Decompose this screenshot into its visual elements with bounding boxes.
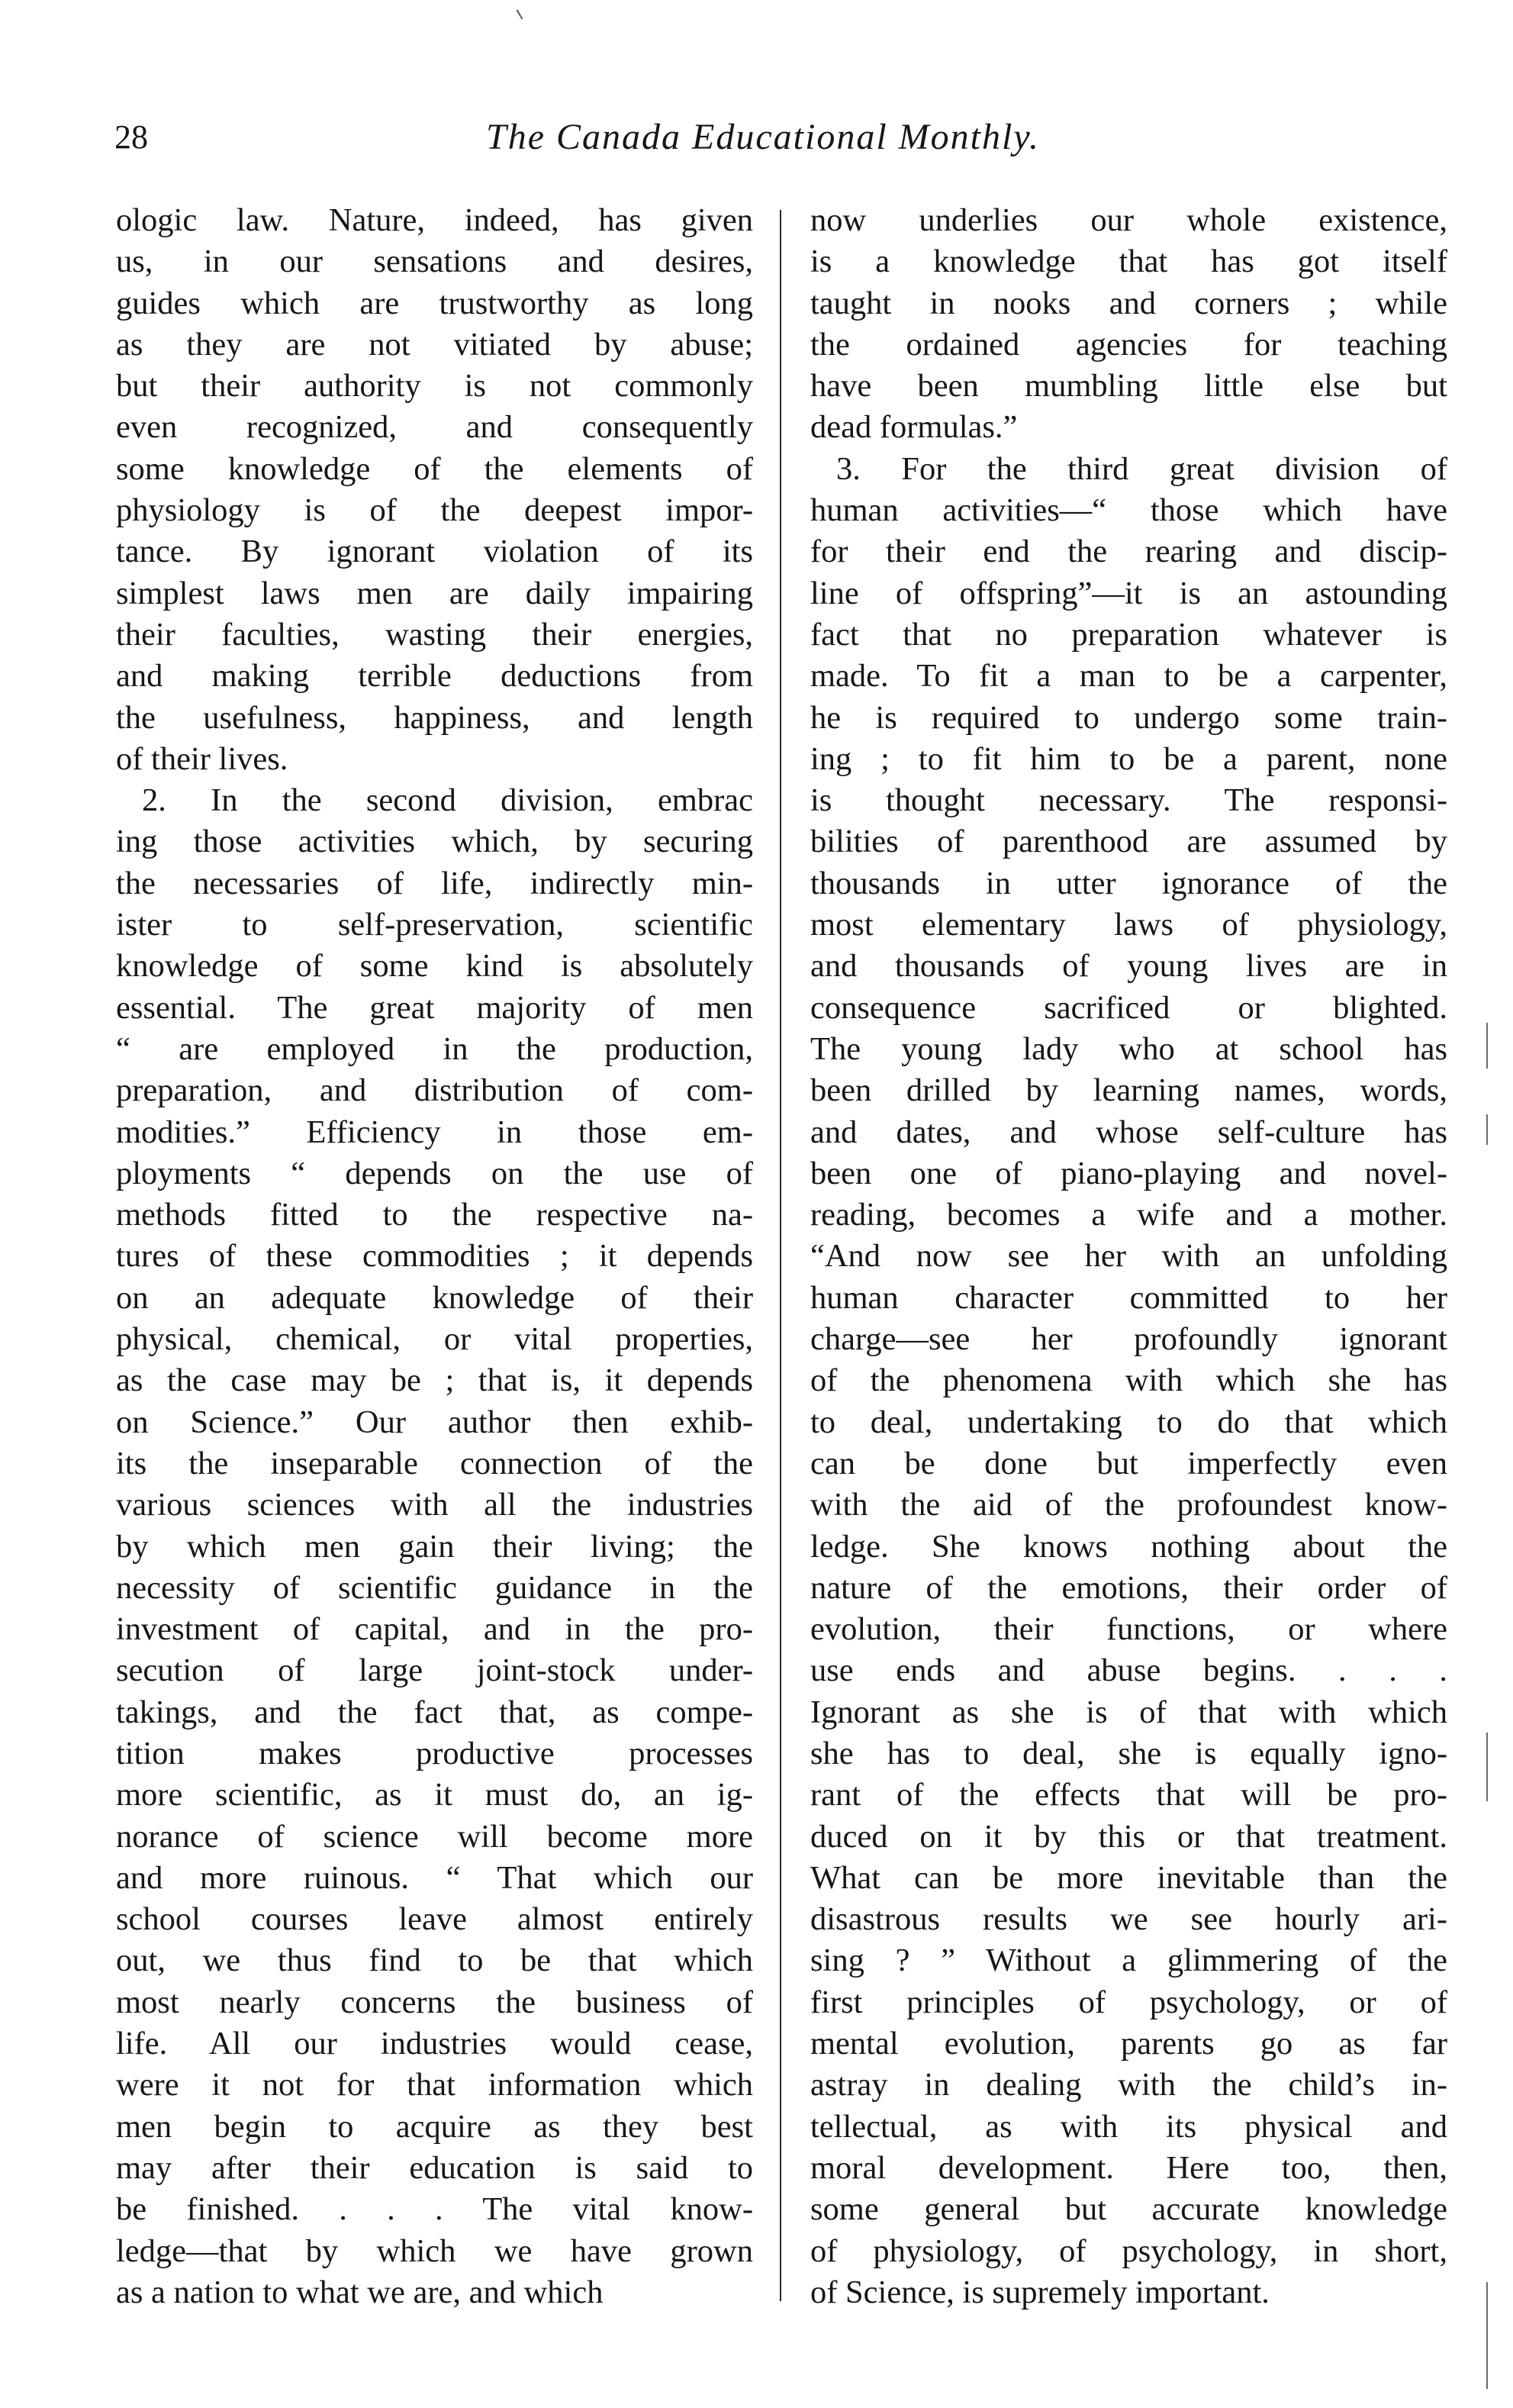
text-line: the ordained agencies for teaching bbox=[810, 326, 1447, 363]
text-line: of their lives. bbox=[116, 740, 288, 777]
text-line: and making terrible deductions from bbox=[116, 658, 753, 695]
text-line: school courses leave almost entirely bbox=[116, 1901, 753, 1938]
text-line: use ends and abuse begins. . . . bbox=[810, 1652, 1447, 1689]
text-line: various sciences with all the industries bbox=[116, 1487, 753, 1523]
text-line: tellectual, as with its physical and bbox=[810, 2108, 1447, 2145]
text-line: more scientific, as it must do, an ig- bbox=[116, 1777, 753, 1813]
text-line: the necessaries of life, indirectly min- bbox=[116, 865, 753, 901]
text-line: bilities of parenthood are assumed by bbox=[810, 824, 1447, 860]
text-line: and thousands of young lives are in bbox=[810, 948, 1447, 985]
text-line: ologic law. Nature, indeed, has given bbox=[116, 202, 753, 238]
text-line: may after their education is said to bbox=[116, 2149, 753, 2186]
text-line: of Science, is supremely important. bbox=[810, 2274, 1270, 2310]
text-line: simplest laws men are daily impairing bbox=[116, 575, 753, 611]
text-line: dead formulas.” bbox=[810, 409, 1018, 446]
text-line: physical, chemical, or vital properties, bbox=[116, 1321, 753, 1358]
text-line: tance. By ignorant violation of its bbox=[116, 533, 753, 570]
text-line: she has to deal, she is equally igno- bbox=[810, 1735, 1447, 1771]
text-line: can be done but imperfectly even bbox=[810, 1445, 1447, 1481]
journal-title: The Canada Educational Monthly. bbox=[486, 117, 1040, 157]
text-line: on Science.” Our author then exhib- bbox=[116, 1404, 753, 1440]
text-line: to deal, undertaking to do that which bbox=[810, 1404, 1447, 1440]
text-line: charge—see her profoundly ignorant bbox=[810, 1321, 1447, 1358]
text-line: its the inseparable connection of the bbox=[116, 1445, 753, 1481]
text-line: human character committed to her bbox=[810, 1279, 1447, 1316]
text-line: preparation, and distribution of com- bbox=[116, 1072, 753, 1109]
text-line: investment of capital, and in the pro- bbox=[116, 1611, 753, 1648]
text-line: most nearly concerns the business of bbox=[116, 1984, 753, 2020]
text-line: secution of large joint-stock under- bbox=[116, 1652, 753, 1689]
text-line: but their authority is not commonly bbox=[116, 368, 753, 405]
text-line: taught in nooks and corners ; while bbox=[810, 285, 1447, 321]
text-line: first principles of psychology, or of bbox=[810, 1984, 1447, 2020]
text-line: and dates, and whose self-culture has bbox=[810, 1114, 1447, 1150]
margin-scan-mark bbox=[1486, 2282, 1488, 2389]
margin-scan-mark bbox=[1486, 1733, 1488, 1801]
margin-scan-mark bbox=[1486, 1023, 1488, 1069]
text-line: as they are not vitiated by abuse; bbox=[116, 326, 753, 363]
text-line: be finished. . . . The vital know- bbox=[116, 2191, 753, 2228]
text-line: methods fitted to the respective na- bbox=[116, 1197, 753, 1233]
page-number: 28 bbox=[114, 118, 148, 156]
text-line: by which men gain their living; the bbox=[116, 1528, 753, 1565]
text-line: tition makes productive processes bbox=[116, 1735, 753, 1771]
text-line: reading, becomes a wife and a mother. bbox=[810, 1197, 1447, 1233]
text-line: takings, and the fact that, as compe- bbox=[116, 1694, 753, 1730]
running-header bbox=[114, 114, 1419, 168]
text-line: nature of the emotions, their order of bbox=[810, 1569, 1447, 1606]
text-line: rant of the effects that will be pro- bbox=[810, 1777, 1447, 1813]
text-line: knowledge of some kind is absolutely bbox=[116, 948, 753, 985]
text-line: 2. In the second division, embrac bbox=[142, 782, 753, 819]
text-line: men begin to acquire as they best bbox=[116, 2108, 753, 2145]
text-line: mental evolution, parents go as far bbox=[810, 2026, 1447, 2062]
margin-scan-mark bbox=[1486, 1114, 1488, 1145]
text-line: and more ruinous. “ That which our bbox=[116, 1859, 753, 1896]
text-line: life. All our industries would cease, bbox=[116, 2026, 753, 2062]
text-line: us, in our sensations and desires, bbox=[116, 243, 753, 280]
text-line: been drilled by learning names, words, bbox=[810, 1072, 1447, 1109]
text-line: for their end the rearing and discip- bbox=[810, 533, 1447, 570]
text-line: fact that no preparation whatever is bbox=[810, 616, 1447, 653]
text-line: ing those activities which, by securing bbox=[116, 824, 753, 860]
text-line: tures of these commodities ; it depends bbox=[116, 1238, 753, 1275]
text-line: ployments “ depends on the use of bbox=[116, 1155, 753, 1191]
right-column bbox=[810, 200, 1447, 2313]
text-line: “And now see her with an unfolding bbox=[810, 1238, 1447, 1275]
text-line: ing ; to fit him to be a parent, none bbox=[810, 740, 1447, 777]
text-line: consequence sacrificed or blighted. bbox=[810, 989, 1447, 1026]
text-line: ledge—that by which we have grown bbox=[116, 2232, 753, 2269]
text-line: essential. The great majority of men bbox=[116, 989, 753, 1026]
text-line: their faculties, wasting their energies, bbox=[116, 616, 753, 653]
text-line: 3. For the third great division of bbox=[836, 450, 1447, 487]
text-line: on an adequate knowledge of their bbox=[116, 1279, 753, 1316]
text-line: of the phenomena with which she has bbox=[810, 1362, 1447, 1399]
text-line: Ignorant as she is of that with which bbox=[810, 1694, 1447, 1730]
left-column bbox=[116, 200, 753, 2313]
text-line: “ are employed in the production, bbox=[116, 1030, 753, 1067]
text-line: ister to self-preservation, scientific bbox=[116, 907, 753, 943]
text-line: guides which are trustworthy as long bbox=[116, 285, 753, 321]
text-line: most elementary laws of physiology, bbox=[810, 907, 1447, 943]
text-line: the usefulness, happiness, and length bbox=[116, 699, 753, 736]
text-line: he is required to undergo some train- bbox=[810, 699, 1447, 736]
text-line: is a knowledge that has got itself bbox=[810, 243, 1447, 280]
text-line: now underlies our whole existence, bbox=[810, 202, 1447, 238]
text-line: have been mumbling little else but bbox=[810, 368, 1447, 405]
text-line: ledge. She knows nothing about the bbox=[810, 1528, 1447, 1565]
text-line: made. To fit a man to be a carpenter, bbox=[810, 658, 1447, 695]
text-line: moral development. Here too, then, bbox=[810, 2149, 1447, 2186]
text-line: norance of science will become more bbox=[116, 1818, 753, 1855]
text-line: is thought necessary. The responsi- bbox=[810, 782, 1447, 819]
text-line: disastrous results we see hourly ari- bbox=[810, 1901, 1447, 1938]
text-line: out, we thus find to be that which bbox=[116, 1942, 753, 1979]
text-line: duced on it by this or that treatment. bbox=[810, 1818, 1447, 1855]
scan-mark bbox=[517, 9, 523, 19]
text-line: astray in dealing with the child’s in- bbox=[810, 2067, 1447, 2103]
text-line: evolution, their functions, or where bbox=[810, 1611, 1447, 1648]
text-line: some general but accurate knowledge bbox=[810, 2191, 1447, 2228]
text-line: as a nation to what we are, and which bbox=[116, 2274, 604, 2310]
text-line: of physiology, of psychology, in short, bbox=[810, 2232, 1447, 2269]
column-divider bbox=[780, 210, 781, 2301]
text-line: as the case may be ; that is, it depends bbox=[116, 1362, 753, 1399]
text-line: thousands in utter ignorance of the bbox=[810, 865, 1447, 901]
text-line: The young lady who at school has bbox=[810, 1030, 1447, 1067]
text-line: some knowledge of the elements of bbox=[116, 450, 753, 487]
text-line: physiology is of the deepest impor- bbox=[116, 492, 753, 529]
text-line: sing ? ” Without a glimmering of the bbox=[810, 1942, 1447, 1979]
text-line: modities.” Efficiency in those em- bbox=[116, 1114, 753, 1150]
text-line: line of offspring”—it is an astounding bbox=[810, 575, 1447, 611]
text-line: were it not for that information which bbox=[116, 2067, 753, 2103]
text-line: necessity of scientific guidance in the bbox=[116, 1569, 753, 1606]
text-line: human activities—“ those which have bbox=[810, 492, 1447, 529]
text-line: with the aid of the profoundest know- bbox=[810, 1487, 1447, 1523]
text-line: What can be more inevitable than the bbox=[810, 1859, 1447, 1896]
text-line: even recognized, and consequently bbox=[116, 409, 753, 446]
text-line: been one of piano-playing and novel- bbox=[810, 1155, 1447, 1191]
